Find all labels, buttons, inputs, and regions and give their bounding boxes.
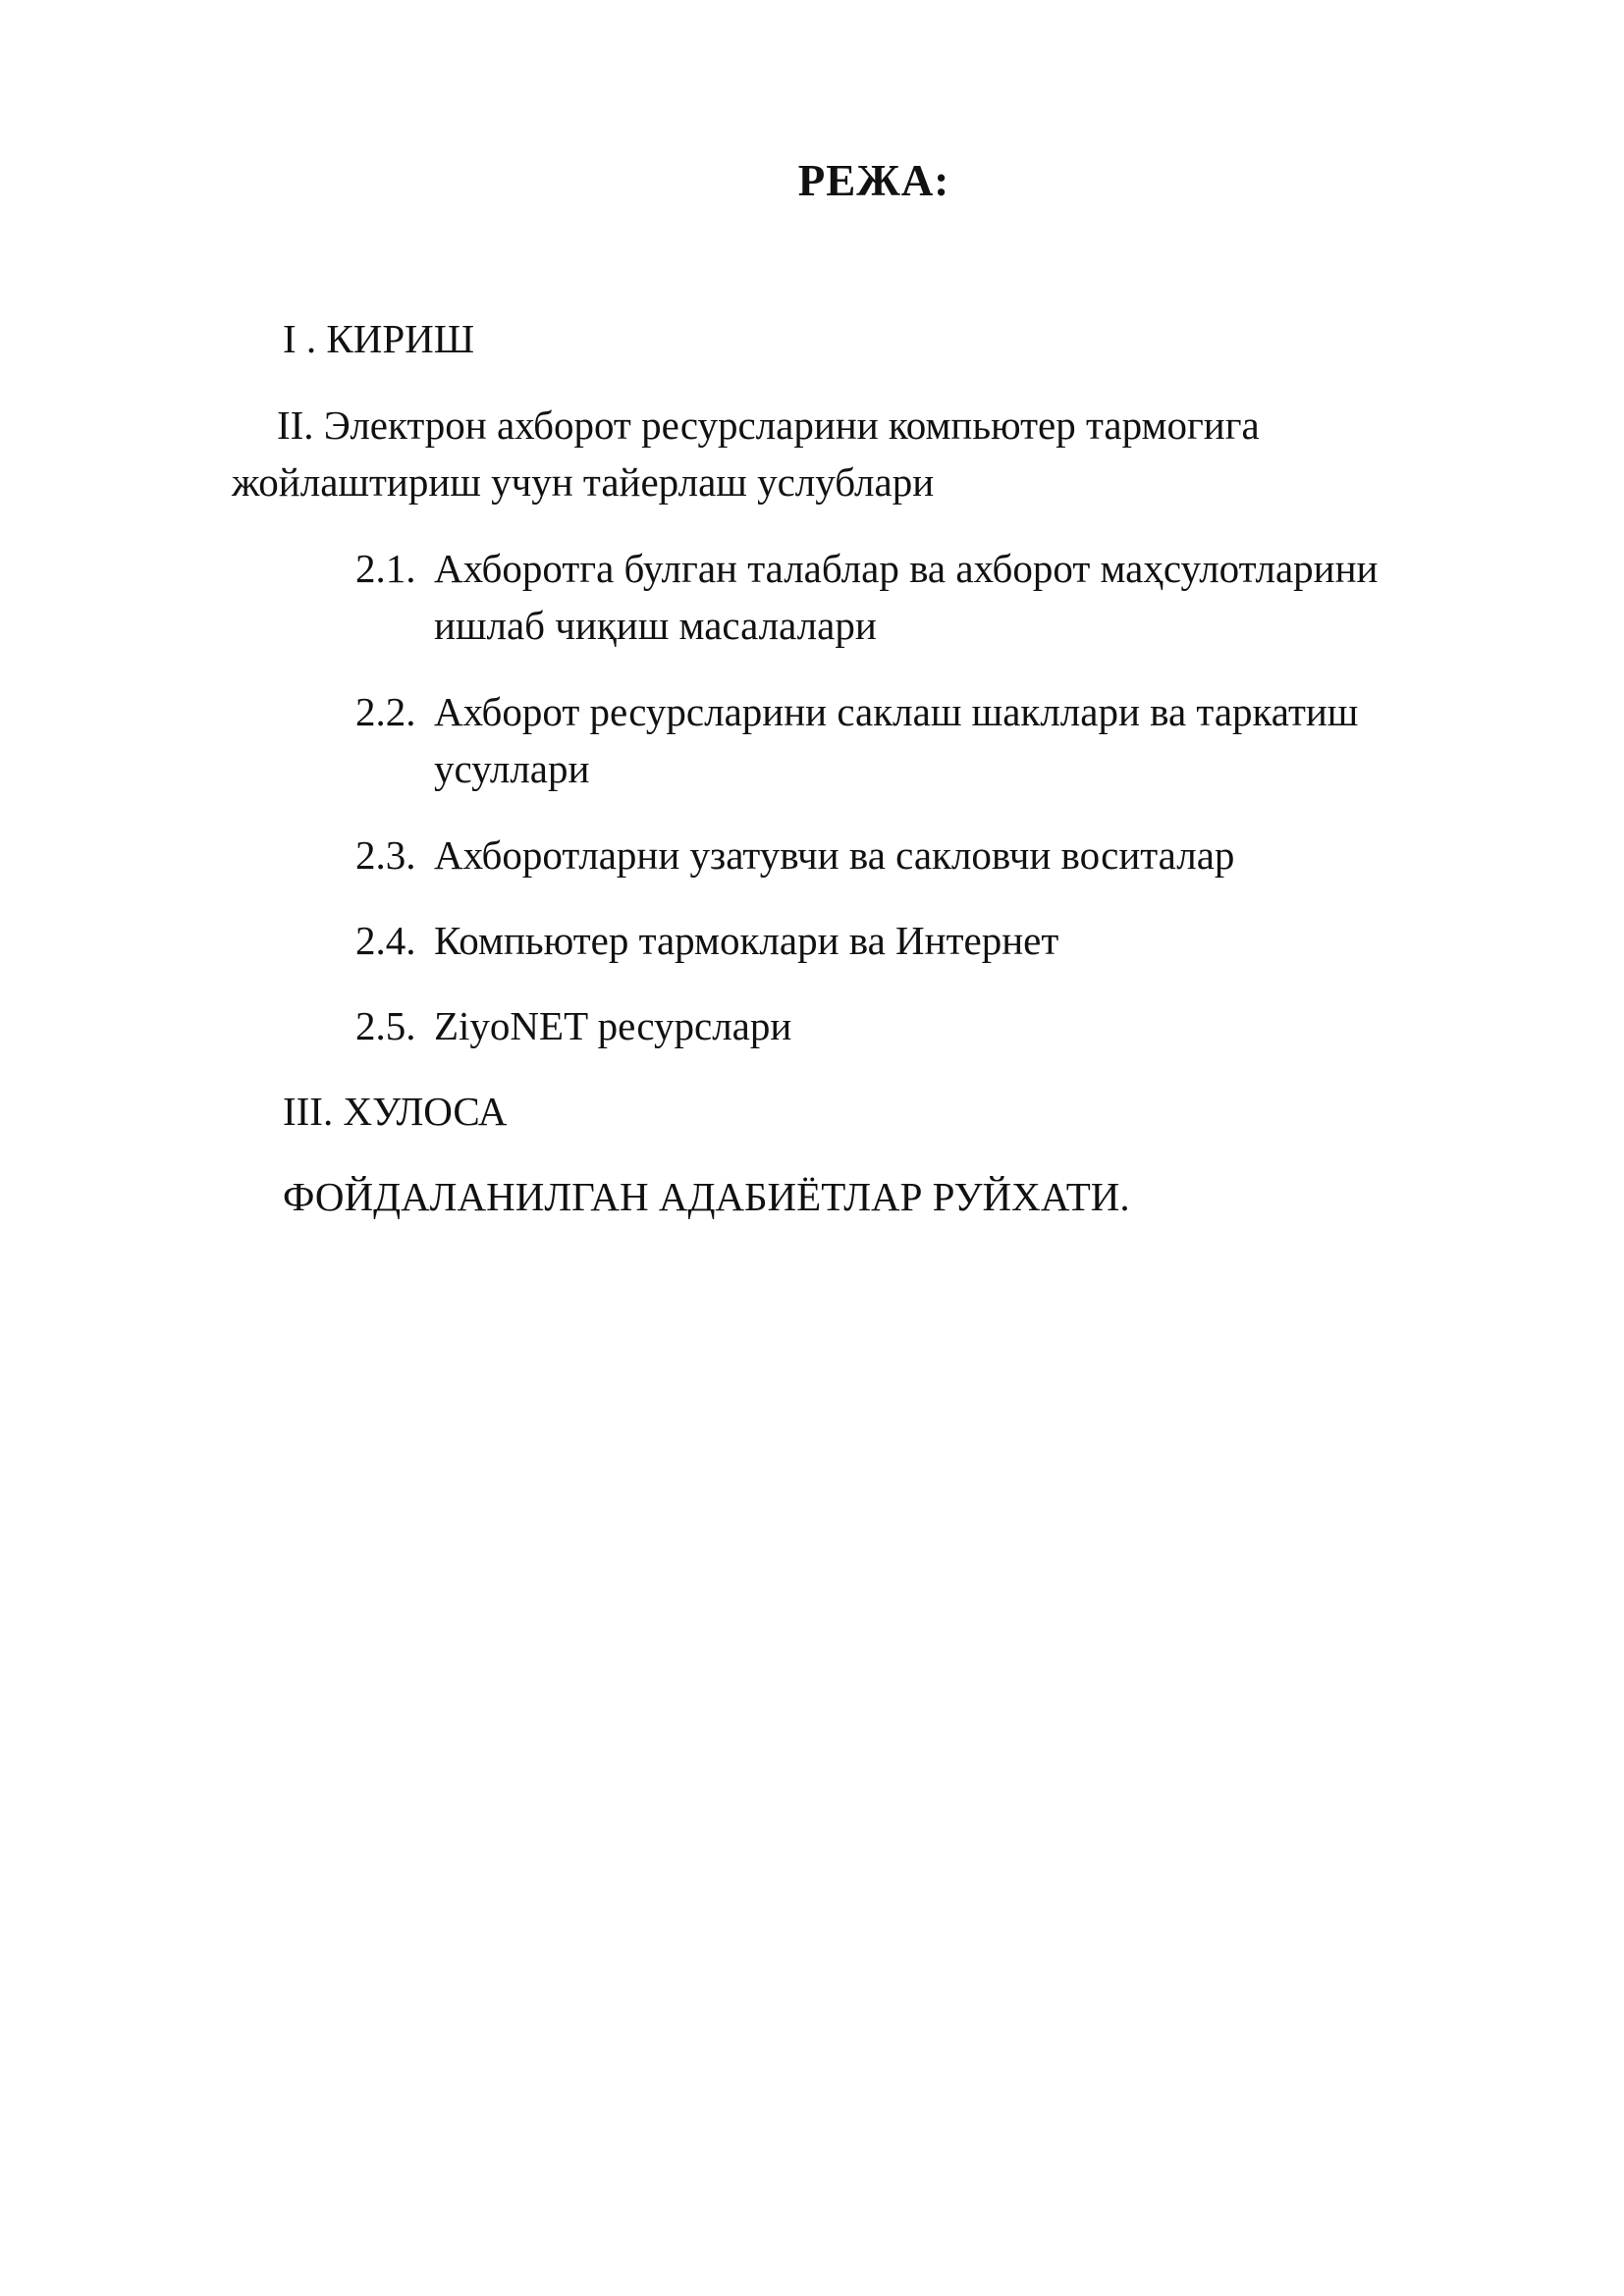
toc-subitem-2-3 — [355, 827, 1234, 883]
toc-item-introduction: I . КИРИШ — [283, 316, 475, 361]
toc-subitem-text-continued: усуллари — [434, 746, 590, 791]
toc-subitem-text: Ахборот ресурсларини саклаш шакллари ва таркатиш — [434, 689, 1359, 734]
toc-subitem-2-2 — [355, 683, 1358, 797]
toc-subitem-number: 2.5. — [355, 1003, 416, 1048]
toc-subitem-text-continued: ишлаб чиқиш масалалари — [434, 603, 877, 648]
toc-subitem-text: ZiyoNET ресурслари — [434, 1003, 792, 1048]
toc-item-section-2-line-2: жойлаштириш учун тайерлаш услублари — [232, 459, 935, 505]
toc-subitem-2-5 — [355, 997, 791, 1054]
toc-subitem-text: Ахборотга булган талаблар ва ахборот маҳсулотларини — [434, 546, 1379, 591]
toc-subitem-number: 2.2. — [355, 689, 416, 734]
toc-subitem-number: 2.4. — [355, 918, 416, 963]
toc-subitem-number: 2.1. — [355, 546, 416, 591]
toc-subitem-text: Ахборотларни узатувчи ва сакловчи воситалар — [434, 832, 1235, 878]
toc-subitem-text: Компьютер тармоклари ва Интернет — [434, 918, 1059, 963]
toc-subitem-number: 2.3. — [355, 832, 416, 878]
toc-item-section-2-line-1: II. Электрон ахборот ресурсларини компьютер тармогига — [277, 402, 1260, 448]
toc-item-conclusion: III. ХУЛОСА — [283, 1089, 508, 1134]
page-title: РЕЖА: — [797, 156, 950, 205]
toc-subitem-2-1 — [355, 540, 1379, 654]
toc-subitem-2-4 — [355, 912, 1058, 969]
toc-item-references: ФОЙДАЛАНИЛГАН АДАБИЁТЛАР РУЙХАТИ. — [283, 1174, 1130, 1219]
